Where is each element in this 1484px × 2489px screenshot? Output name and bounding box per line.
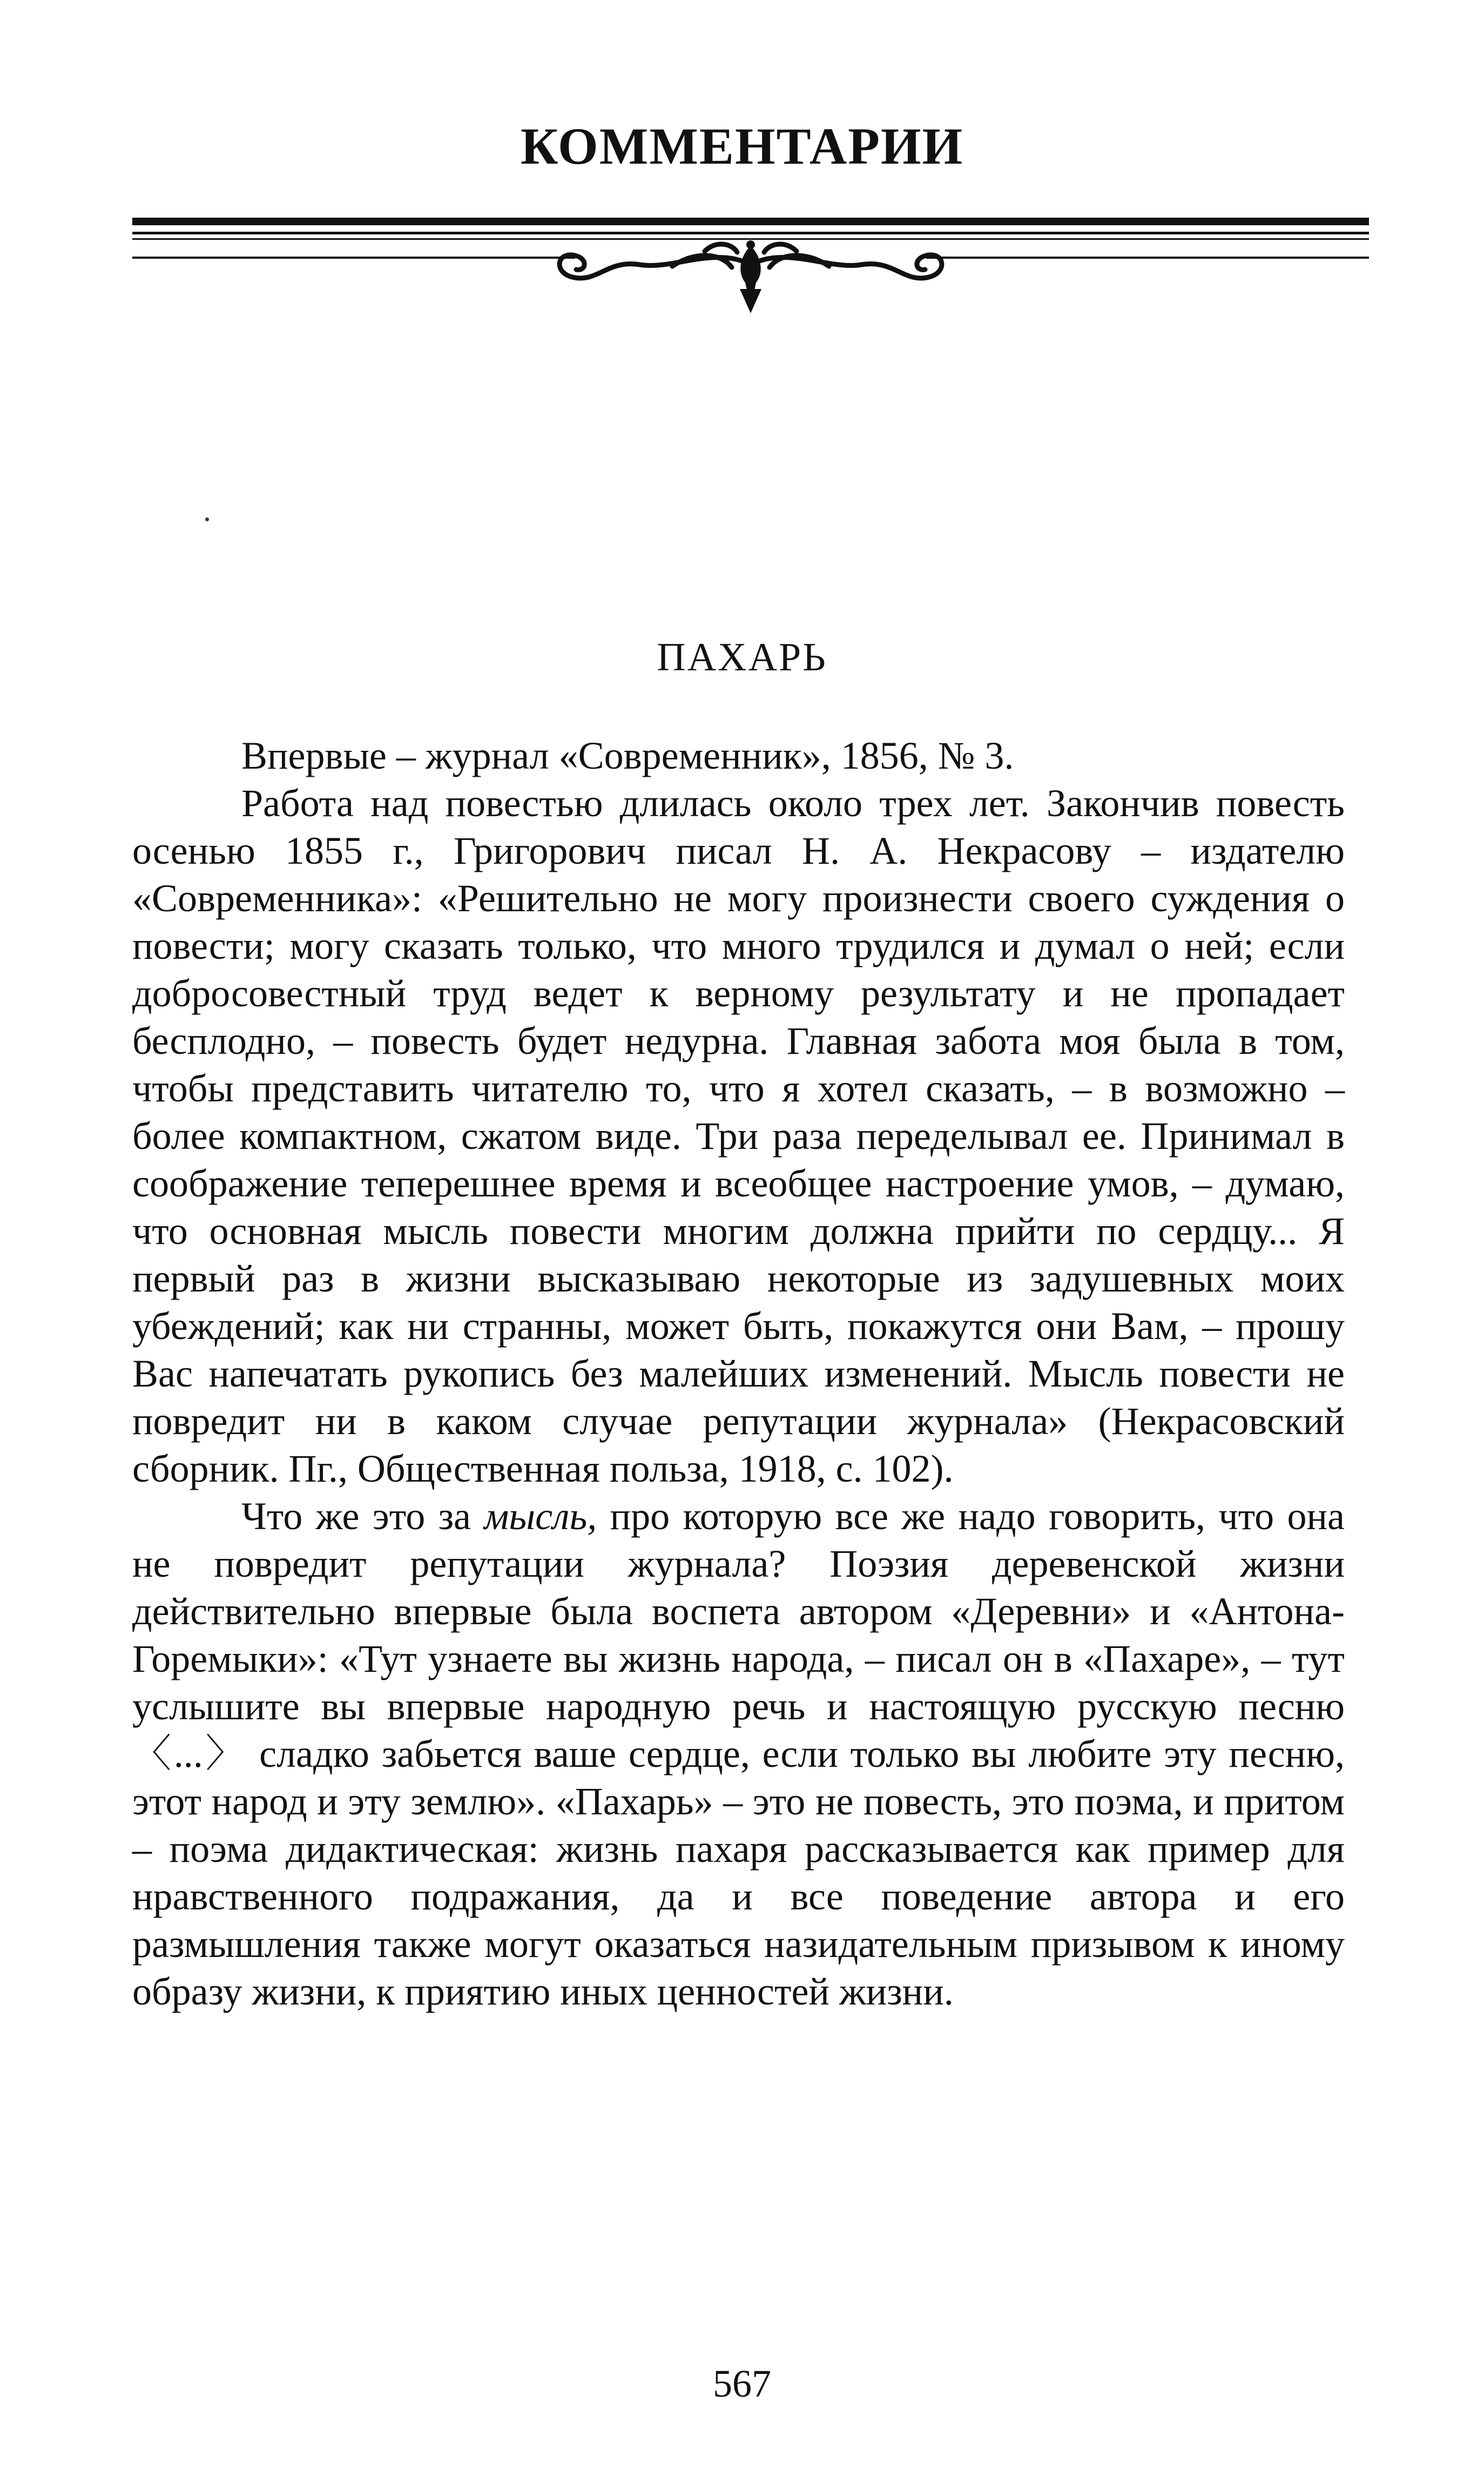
page-number: 567 [713, 2362, 771, 2405]
paragraph-thought-analysis [132, 1492, 1345, 2015]
commentary-body [132, 732, 1345, 2015]
paragraph-text-start: Что же это за [241, 1495, 471, 1538]
paragraph-text-rest: про которую все же надо говорить, что она не повредит репутации журнала? Поэзия деревенской жизни действительно впервые была воспета автором «Деревни» и «Антона-Горемыки»: «Тут узнаете вы жизнь народа, – писал он в «Пахаре», – тут услышите вы впервые народную речь и настоящую русскую песню 〈...〉 сладко забьется ваше сердце, если только вы любите эту песню, этот народ и эту землю». «Пахарь» – это не повесть, это поэма, и притом – поэма дидактическая: жизнь пахаря рассказывается как пример для нравственного подражания, да и все поведение автора и его размышления также могут оказаться назидательным призывом к иному образу жизни, к приятию иных ценностей жизни. [132, 1495, 1345, 2013]
running-header-title: КОММЕНТАРИИ [520, 117, 964, 175]
paragraph-work-history: Работа над повестью длилась около трех лет. Закончив повесть осенью 1855 г., Григорович писал Н. А. Некрасову – издателю «Современника»: «Решительно не могу произнести своего суждения о повести; могу сказать только, что много трудился и думал о ней; если добросовестный труд ведет к верному результату и не пропадает бесплодно, – повесть будет недурна. Главная забота моя была в том, чтобы представить читателю то, что я хотел сказать, – в возможно – более компактном, сжатом виде. Три раза переделывал ее. Принимал в соображение теперешнее время и всеобщее настроение умов, – думаю, что основная мысль повести многим должна прийти по сердцу... Я первый раз в жизни высказываю некоторые из задушевных моих убеждений; как ни странны, может быть, покажутся они Вам, – прошу Вас напечатать рукопись без малейших изменений. Мысль повести не повредит ни в каком случае репутации журнала» (Некрасовский сборник. Пг., Общественная польза, 1918, с. 102). [132, 782, 1345, 1490]
italic-emphasis-word: мысль, [484, 1495, 597, 1538]
decorative-rule-ornament [132, 213, 1369, 321]
section-title: ПАХАРЬ [657, 635, 827, 680]
print-speck [205, 517, 209, 521]
paragraph-first-publication: Впервые – журнал «Современник», 1856, № 3. [241, 734, 1014, 777]
